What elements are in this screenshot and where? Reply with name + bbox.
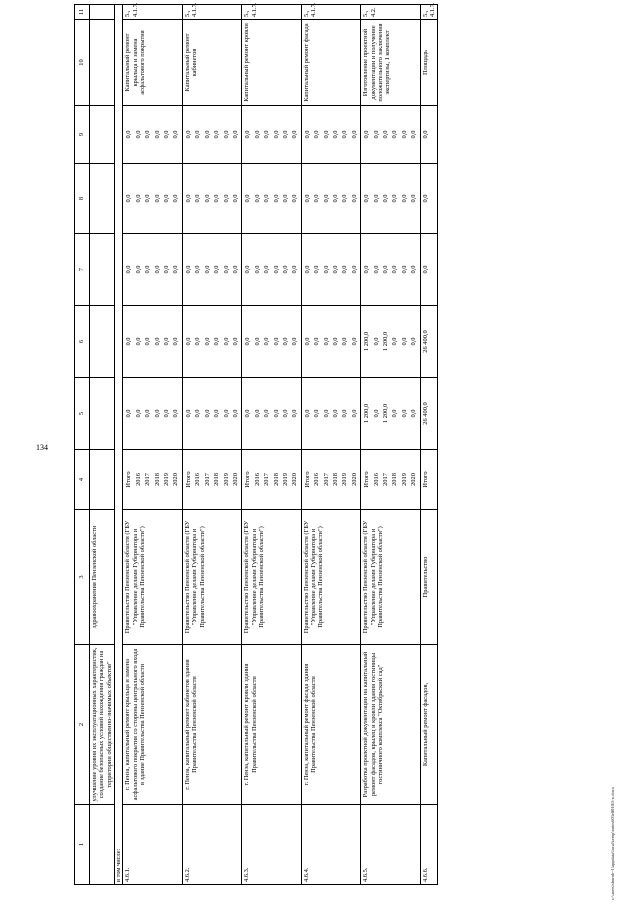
value: 0,0 xyxy=(172,194,180,203)
value: 0,0 xyxy=(244,194,252,203)
value-stack xyxy=(123,106,182,164)
cell: Правительство xyxy=(420,510,438,645)
column-number: 9 xyxy=(75,106,90,164)
cell: улучшение уровня их эксплуатационных характеристик, создание безопасных условий нахождения граждан на территории общественно-значимых объектов" xyxy=(90,645,115,805)
table-row xyxy=(420,5,438,885)
value: 0,0 xyxy=(222,265,230,274)
cell: Разработка проектной документации на капитальный ремонт фасадов, крылец и кровли здания гостиницы гостиничного комплекса "Октябрьский сад" xyxy=(361,645,420,805)
value: 0,0 xyxy=(291,409,299,418)
value: 0,0 xyxy=(410,409,418,418)
value: 0,0 xyxy=(172,337,180,346)
table-row xyxy=(123,5,182,885)
value: 0,0 xyxy=(400,194,408,203)
cell: Правительство Пензенской области (ГБУ "Управление делами Губернатора и Правительства Пензенской области") xyxy=(361,510,420,645)
value: 2016 xyxy=(313,473,321,486)
value: 0,0 xyxy=(363,130,371,139)
value: 0,0 xyxy=(125,130,133,139)
cell: 5., 4.1.7. xyxy=(123,5,182,20)
value: 0,0 xyxy=(410,337,418,346)
cell: Капитальный ремонт фасада xyxy=(301,20,360,106)
value: 0,0 xyxy=(125,265,133,274)
value-stack xyxy=(242,378,301,450)
value: Итого xyxy=(244,471,252,488)
value: 0,0 xyxy=(163,409,171,418)
value: 0,0 xyxy=(203,265,211,274)
column-number: 3 xyxy=(75,510,90,645)
value: 0,0 xyxy=(400,265,408,274)
value: 0,0 xyxy=(184,265,192,274)
value: 2020 xyxy=(350,473,358,486)
value: 0,0 xyxy=(163,194,171,203)
value: 0,0 xyxy=(272,337,280,346)
cell: здравоохранения Пензенской области xyxy=(90,510,115,645)
value: 0,0 xyxy=(281,337,289,346)
value: 0,0 xyxy=(400,337,408,346)
value-stack xyxy=(301,106,360,164)
value: 0,0 xyxy=(184,130,192,139)
value: 0,0 xyxy=(153,194,161,203)
value: 0,0 xyxy=(400,409,408,418)
value: 2017 xyxy=(382,473,389,486)
value-stack xyxy=(123,378,182,450)
value-stack xyxy=(182,234,241,306)
value: 0,0 xyxy=(222,194,230,203)
value: 0,0 xyxy=(231,130,239,139)
value-stack xyxy=(242,450,301,510)
column-number: 5 xyxy=(75,378,90,450)
value: 0,0 xyxy=(134,337,142,346)
value: 0,0 xyxy=(125,194,133,203)
cell: 26 400,0 xyxy=(420,306,438,378)
value: 1 200,0 xyxy=(382,331,389,352)
cell: 4.6.4. xyxy=(301,805,360,885)
cell: 4.6.2. xyxy=(182,805,241,885)
value-stack xyxy=(361,106,420,164)
cell: 5., 4.2. xyxy=(361,5,420,20)
cell: 4.6.5. xyxy=(361,805,420,885)
value: 0,0 xyxy=(213,194,221,203)
value-stack xyxy=(182,306,241,378)
budget-table xyxy=(74,4,438,885)
value: 0,0 xyxy=(350,265,358,274)
value: 0,0 xyxy=(172,265,180,274)
value: 0,0 xyxy=(263,130,271,139)
value: 0,0 xyxy=(144,337,152,346)
column-number: 1 xyxy=(75,805,90,885)
value: 0,0 xyxy=(372,409,380,418)
cell: Изготовление проектной документации и получение положительного заключения экспертизы, 1 комплект xyxy=(361,20,420,106)
value: 0,0 xyxy=(291,194,299,203)
value-stack xyxy=(301,306,360,378)
cell: 5., 4.1.7. xyxy=(242,5,301,20)
value: 0,0 xyxy=(410,130,418,139)
value: 0,0 xyxy=(331,130,339,139)
value: 0,0 xyxy=(144,265,152,274)
value: 2019 xyxy=(400,473,408,486)
value: 0,0 xyxy=(303,409,311,418)
value: 2020 xyxy=(291,473,299,486)
top-row xyxy=(90,5,115,885)
value: 0,0 xyxy=(203,409,211,418)
cell: Правительство Пензенской области (ГБУ "Управление делами Губернатора и Правительства Пензенской области") xyxy=(123,510,182,645)
cell: Капитальный ремонт кровли xyxy=(242,20,301,106)
column-number: 10 xyxy=(75,20,90,106)
value: 0,0 xyxy=(244,409,252,418)
value: 0,0 xyxy=(203,194,211,203)
value: 0,0 xyxy=(153,265,161,274)
value: 0,0 xyxy=(281,194,289,203)
value: 0,0 xyxy=(213,130,221,139)
value: 0,0 xyxy=(144,409,152,418)
value: 0,0 xyxy=(222,409,230,418)
value-stack xyxy=(301,378,360,450)
value: 0,0 xyxy=(194,194,202,203)
value: 0,0 xyxy=(144,194,152,203)
value: 2016 xyxy=(372,473,380,486)
cell: 0,0 xyxy=(420,234,438,306)
value: 2018 xyxy=(272,473,280,486)
cell: г. Пенза, капитальный ремонт крыльца и замена асфальтового покрытия со стороны центрального входа в здание Правительства Пензенской области xyxy=(123,645,182,805)
subheader: в том числе: xyxy=(115,5,123,885)
value: 0,0 xyxy=(313,130,321,139)
value: 0,0 xyxy=(231,265,239,274)
cell: Капитальный ремонт крыльца и замена асфальтового покрытия xyxy=(123,20,182,106)
cell: г. Пенза, капитальный ремонт кровли здания Правительства Пензенской области xyxy=(242,645,301,805)
value: 2020 xyxy=(172,473,180,486)
value: 1 200,0 xyxy=(382,403,389,424)
value: 0,0 xyxy=(153,409,161,418)
cell: Площадь xyxy=(420,20,438,106)
value: 2018 xyxy=(331,473,339,486)
value: 0,0 xyxy=(363,194,371,203)
value: 0,0 xyxy=(153,337,161,346)
value: 0,0 xyxy=(303,337,311,346)
value: 0,0 xyxy=(341,194,349,203)
value: 0,0 xyxy=(391,130,399,139)
value: 0,0 xyxy=(194,409,202,418)
cell: 5., 4.1.7. xyxy=(420,5,438,20)
table-row xyxy=(361,5,420,885)
value-stack xyxy=(361,378,420,450)
value: 0,0 xyxy=(331,194,339,203)
value: 2020 xyxy=(410,473,418,486)
value: 0,0 xyxy=(313,409,321,418)
value: 0,0 xyxy=(281,409,289,418)
table-row xyxy=(242,5,301,885)
value: Итого xyxy=(363,471,371,488)
value: 0,0 xyxy=(125,337,133,346)
value: 0,0 xyxy=(341,337,349,346)
cell: Правительство Пензенской области (ГБУ "Управление делами Губернатора и Правительства Пензенской области") xyxy=(242,510,301,645)
value: 0,0 xyxy=(382,265,389,274)
value: Итого xyxy=(125,471,133,488)
value: 0,0 xyxy=(331,337,339,346)
value-stack xyxy=(123,450,182,510)
table-row xyxy=(182,5,241,885)
value: 0,0 xyxy=(222,130,230,139)
value-stack xyxy=(123,306,182,378)
value: 0,0 xyxy=(153,130,161,139)
value: 0,0 xyxy=(350,130,358,139)
value-stack xyxy=(242,234,301,306)
value: 0,0 xyxy=(244,337,252,346)
column-number: 11 xyxy=(75,5,90,20)
value-stack xyxy=(182,378,241,450)
value: 0,0 xyxy=(163,337,171,346)
value: 0,0 xyxy=(291,337,299,346)
value: 0,0 xyxy=(350,337,358,346)
column-number: 2 xyxy=(75,645,90,805)
value: 0,0 xyxy=(244,130,252,139)
value: 0,0 xyxy=(272,194,280,203)
value: 2018 xyxy=(153,473,161,486)
value: 0,0 xyxy=(194,265,202,274)
value: 0,0 xyxy=(410,265,418,274)
cell: г. Пенза, капитальный ремонт фасада здания Правительства Пензенской области xyxy=(301,645,360,805)
value: 0,0 xyxy=(213,337,221,346)
value-stack xyxy=(361,164,420,234)
value: 0,0 xyxy=(253,409,261,418)
value: 0,0 xyxy=(382,194,389,203)
value: Итого xyxy=(184,471,192,488)
value-stack xyxy=(361,234,420,306)
value: 0,0 xyxy=(391,265,399,274)
value: 2017 xyxy=(263,473,271,486)
value: 0,0 xyxy=(184,409,192,418)
value: 0,0 xyxy=(203,130,211,139)
value: 0,0 xyxy=(391,337,399,346)
value: 0,0 xyxy=(172,130,180,139)
value: 0,0 xyxy=(313,265,321,274)
value-stack xyxy=(301,450,360,510)
value: 0,0 xyxy=(184,337,192,346)
cell: Капитальный ремонт кабинетов xyxy=(182,20,241,106)
value: 0,0 xyxy=(253,265,261,274)
value-stack xyxy=(361,306,420,378)
column-number-row xyxy=(75,5,90,885)
rotated-table-container xyxy=(74,2,604,885)
value: 2016 xyxy=(194,473,202,486)
value: 0,0 xyxy=(322,130,330,139)
value: 0,0 xyxy=(313,194,321,203)
cell: Правительство Пензенской области (ГБУ "Управление делами Губернатора и Правительства Пензенской области") xyxy=(301,510,360,645)
cell: 26 400,0 xyxy=(420,378,438,450)
value: 0,0 xyxy=(291,265,299,274)
value-stack xyxy=(242,106,301,164)
value: 2017 xyxy=(322,473,330,486)
value: 0,0 xyxy=(163,130,171,139)
value: 0,0 xyxy=(303,194,311,203)
value: 0,0 xyxy=(272,265,280,274)
value: 0,0 xyxy=(184,194,192,203)
value: 0,0 xyxy=(253,130,261,139)
cell: 0,0 xyxy=(420,106,438,164)
value-stack xyxy=(242,164,301,234)
footer-path: c:\users\sboroh~1\appdata\local\temp\notes603e8010\5-n.docx xyxy=(610,786,615,900)
value-stack xyxy=(301,234,360,306)
value: 0,0 xyxy=(172,409,180,418)
value: 2019 xyxy=(163,473,171,486)
cell: 5., 4.1.7. xyxy=(182,5,241,20)
value: 2017 xyxy=(203,473,211,486)
subheader-row xyxy=(115,5,123,885)
cell: 0,0 xyxy=(420,164,438,234)
value: 0,0 xyxy=(350,194,358,203)
value: 2020 xyxy=(231,473,239,486)
value: 0,0 xyxy=(313,337,321,346)
cell: г. Пенза, капитальный ремонт кабинетов здания Правительства Пензенской области xyxy=(182,645,241,805)
column-number: 7 xyxy=(75,234,90,306)
value-stack xyxy=(182,450,241,510)
value-stack xyxy=(123,164,182,234)
value: 0,0 xyxy=(263,337,271,346)
value: 2016 xyxy=(134,473,142,486)
value: 1 200,0 xyxy=(363,331,371,352)
value: 2018 xyxy=(213,473,221,486)
cell: Итого xyxy=(420,450,438,510)
page-number: 134 xyxy=(36,443,48,452)
value: 2018 xyxy=(391,473,399,486)
value: 0,0 xyxy=(134,409,142,418)
value: 0,0 xyxy=(253,194,261,203)
value: 0,0 xyxy=(410,194,418,203)
value: 0,0 xyxy=(363,265,371,274)
value: 0,0 xyxy=(322,265,330,274)
value: 0,0 xyxy=(400,130,408,139)
value: 0,0 xyxy=(350,409,358,418)
value-stack xyxy=(301,164,360,234)
value-stack xyxy=(123,234,182,306)
value: 0,0 xyxy=(372,130,380,139)
value: 0,0 xyxy=(194,337,202,346)
value: 0,0 xyxy=(331,409,339,418)
value: 0,0 xyxy=(213,265,221,274)
value: 0,0 xyxy=(231,194,239,203)
value: 0,0 xyxy=(244,265,252,274)
value: 0,0 xyxy=(263,194,271,203)
cell: Капитальный ремонт фасадов, xyxy=(420,645,438,805)
table-row xyxy=(301,5,360,885)
cell xyxy=(90,805,115,885)
value: 0,0 xyxy=(281,130,289,139)
value: 0,0 xyxy=(263,265,271,274)
value: 0,0 xyxy=(372,337,380,346)
cell: 5., 4.1.7. xyxy=(301,5,360,20)
value: Итого xyxy=(303,471,311,488)
value: 2019 xyxy=(281,473,289,486)
value: 2019 xyxy=(341,473,349,486)
value: 0,0 xyxy=(322,194,330,203)
value: 0,0 xyxy=(391,409,399,418)
value-stack xyxy=(182,106,241,164)
column-number: 8 xyxy=(75,164,90,234)
cell: 4.6.6. xyxy=(420,805,438,885)
value: 0,0 xyxy=(391,194,399,203)
value: 0,0 xyxy=(253,337,261,346)
value: 0,0 xyxy=(272,409,280,418)
value: 0,0 xyxy=(194,130,202,139)
value-stack xyxy=(361,450,420,510)
value: 2019 xyxy=(222,473,230,486)
value: 0,0 xyxy=(372,265,380,274)
value: 0,0 xyxy=(134,130,142,139)
value: 0,0 xyxy=(291,130,299,139)
value-stack xyxy=(242,306,301,378)
value: 0,0 xyxy=(331,265,339,274)
value: 1 200,0 xyxy=(363,403,371,424)
value: 0,0 xyxy=(222,337,230,346)
value: 0,0 xyxy=(272,130,280,139)
value: 0,0 xyxy=(341,130,349,139)
value: 0,0 xyxy=(203,337,211,346)
value: 0,0 xyxy=(322,409,330,418)
value: 0,0 xyxy=(263,409,271,418)
value: 0,0 xyxy=(134,265,142,274)
value: 0,0 xyxy=(322,337,330,346)
value: 0,0 xyxy=(341,409,349,418)
value: 0,0 xyxy=(125,409,133,418)
column-number: 4 xyxy=(75,450,90,510)
value: 0,0 xyxy=(213,409,221,418)
cell: Правительство Пензенской области (ГБУ "Управление делами Губернатора и Правительства Пензенской области") xyxy=(182,510,241,645)
cell: 4.6.1. xyxy=(123,805,182,885)
value: 0,0 xyxy=(281,265,289,274)
value: 2017 xyxy=(144,473,152,486)
value: 2016 xyxy=(253,473,261,486)
value: 0,0 xyxy=(382,130,389,139)
value: 0,0 xyxy=(303,265,311,274)
column-number: 6 xyxy=(75,306,90,378)
value: 0,0 xyxy=(134,194,142,203)
value: 0,0 xyxy=(303,130,311,139)
value: 0,0 xyxy=(231,337,239,346)
cell: 4.6.3. xyxy=(242,805,301,885)
value: 0,0 xyxy=(231,409,239,418)
value: 0,0 xyxy=(144,130,152,139)
value: 0,0 xyxy=(341,265,349,274)
value: 0,0 xyxy=(163,265,171,274)
value: 0,0 xyxy=(372,194,380,203)
value-stack xyxy=(182,164,241,234)
